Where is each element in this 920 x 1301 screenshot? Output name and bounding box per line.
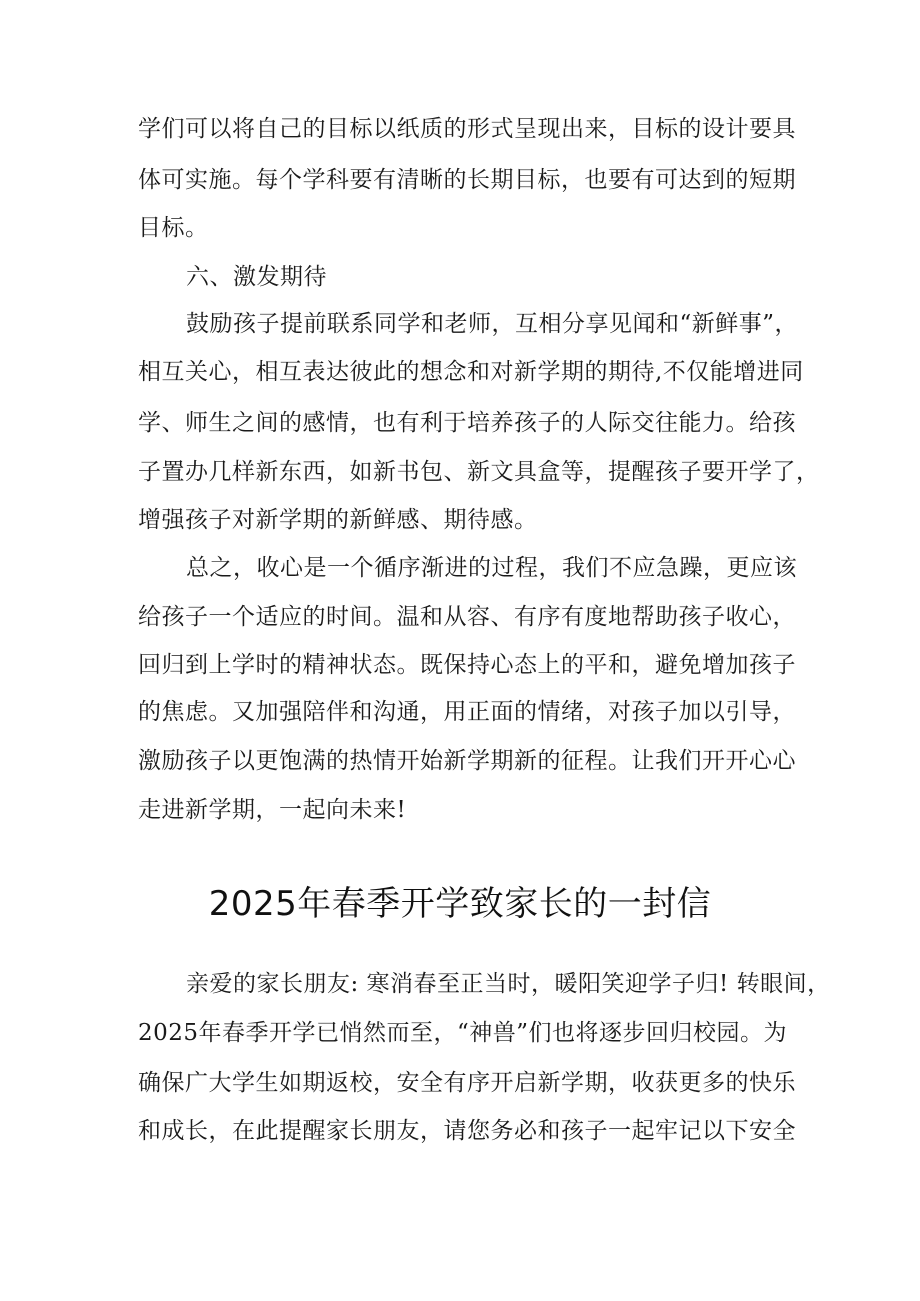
body-text-line: 给孩子一个适应的时间。温和从容、有序有度地帮助孩子收心， [138,604,796,630]
letter-title: 2025年春季开学致家长的一封信 [208,884,712,924]
body-text-line: 学、师生之间的感情，也有利于培养孩子的人际交往能力。给孩 [138,410,796,436]
body-text-line: 总之，收心是一个循序渐进的过程，我们不应急躁，更应该 [186,555,797,581]
body-text-line: 子置办几样新东西，如新书包、新文具盒等，提醒孩子要开学了， [138,459,820,485]
body-text-line: 增强孩子对新学期的新鲜感、期待感。 [138,507,538,533]
body-text-line: 体可实施。每个学科要有清晰的长期目标，也要有可达到的短期 [138,167,796,193]
body-text-line: 和成长，在此提醒家长朋友，请您务必和孩子一起牢记以下安全 [138,1118,796,1144]
body-text-line: 目标。 [138,215,209,241]
body-text-line: 亲爱的家长朋友: 寒消春至正当时，暖阳笑迎学子归! 转眼间， [186,971,831,997]
body-text-line: 回归到上学时的精神状态。既保持心态上的平和，避免增加孩子 [138,652,796,678]
body-text-line: 相互关心，相互表达彼此的想念和对新学期的期待,不仅能增进同 [138,359,804,385]
section-heading: 六、激发期待 [186,264,327,290]
body-text-line: 的焦虑。又加强陪伴和沟通，用正面的情绪，对孩子加以引导， [138,699,796,725]
body-text-line: 激励孩子以更饱满的热情开始新学期新的征程。让我们开开心心 [138,748,796,774]
body-text-line: 学们可以将自己的目标以纸质的形式呈现出来，目标的设计要具 [138,116,796,142]
body-text-line: 走进新学期，一起向未来! [138,797,407,823]
body-text-line: 确保广大学生如期返校，安全有序开启新学期，收获更多的快乐 [138,1070,796,1096]
body-text-line: 鼓励孩子提前联系同学和老师，互相分享见闻和“新鲜事”， [186,311,799,337]
body-text-line: 2025年春季开学已悄然而至，“神兽”们也将逐步回归校园。为 [138,1020,788,1046]
